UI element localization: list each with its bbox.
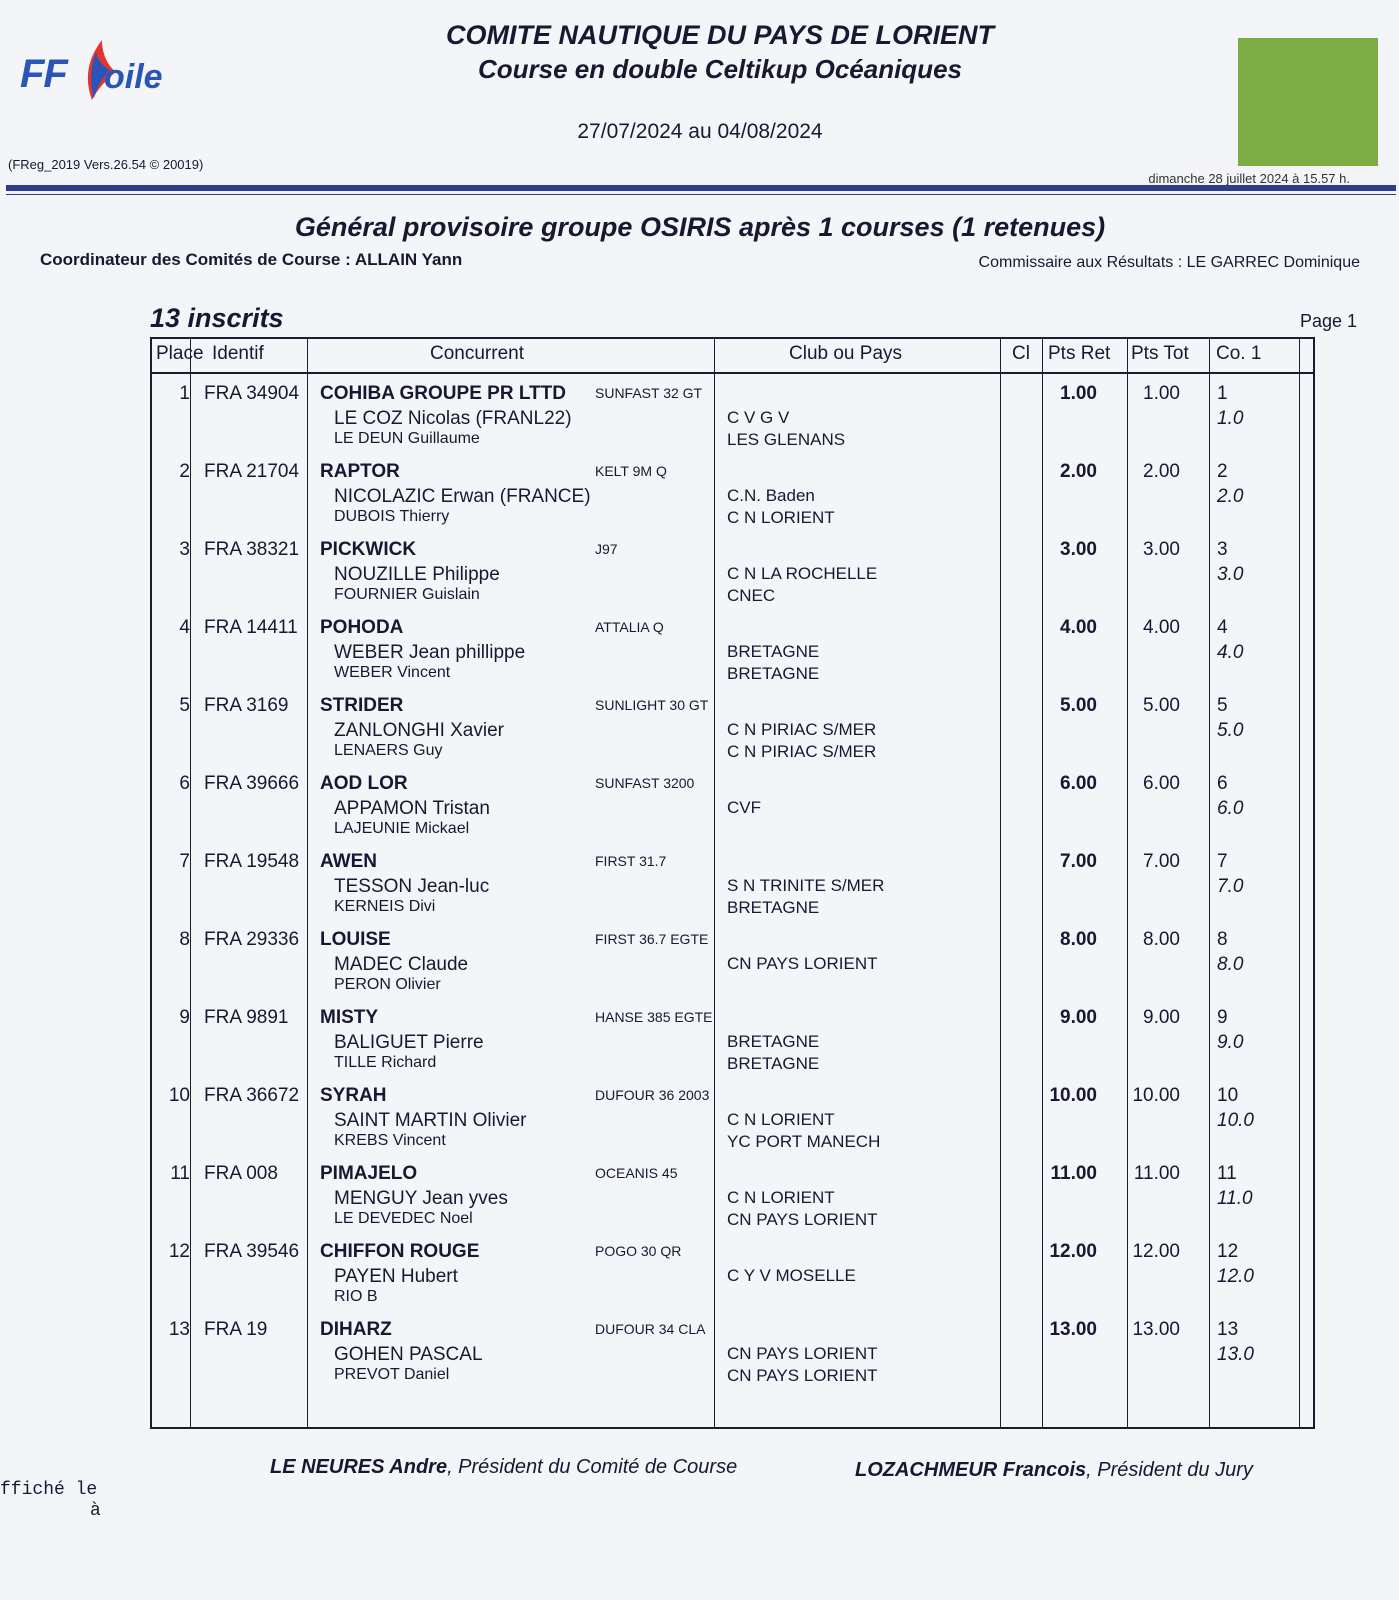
row-race1-rank: 6 [1217,773,1228,794]
row-club-skipper: CN PAYS LORIENT [727,1344,878,1363]
row-pts-tot: 3.00 [1143,539,1180,560]
row-sail-number: FRA 19 [204,1319,268,1340]
row-crew: RIO B [334,1288,378,1305]
row-race1-rank: 10 [1217,1085,1239,1106]
posted-at-label: à [90,1501,101,1521]
row-club-crew: BRETAGNE [727,898,820,917]
row-race1-rank: 1 [1217,383,1228,404]
row-pts-tot: 6.00 [1143,773,1180,794]
software-version: (FReg_2019 Vers.26.54 © 20019) [8,157,204,172]
table-row [152,1197,1317,1305]
row-boat-name: STRIDER [320,695,404,716]
race-committee-president-role: , Président du Comité de Course [447,1456,738,1478]
row-race1-rank: 11 [1217,1163,1237,1184]
row-skipper: SAINT MARTIN Olivier [334,1110,527,1131]
ffvoile-logo [20,38,190,108]
row-boat-model: SUNLIGHT 30 GT [595,697,709,713]
row-boat-model: HANSE 385 EGTE [595,1009,713,1025]
row-skipper: NICOLAZIC Erwan (FRANCE) [334,486,591,507]
row-race1-rank: 3 [1217,539,1228,560]
table-row [152,963,1317,1073]
row-place: 9 [179,1007,190,1028]
row-pts-ret: 1.00 [1060,383,1097,404]
jury-president [855,1459,1253,1482]
row-club-skipper: C Y V MOSELLE [727,1266,856,1285]
row-club-skipper: C N LA ROCHELLE [727,564,878,583]
row-pts-tot: 5.00 [1143,695,1180,716]
row-skipper: GOHEN PASCAL [334,1344,483,1365]
results-table [150,337,1315,1429]
row-race1-rank: 9 [1217,1007,1228,1028]
row-crew: KREBS Vincent [334,1132,446,1149]
row-boat-model: KELT 9M Q [595,463,667,479]
row-race1-score: 3.0 [1217,564,1244,585]
row-pts-ret: 13.00 [1049,1319,1097,1340]
row-sail-number: FRA 34904 [204,383,300,404]
row-pts-ret: 3.00 [1060,539,1097,560]
row-sail-number: FRA 19548 [204,851,300,872]
jury-president-role: , Président du Jury [1086,1459,1253,1481]
row-club-crew: CN PAYS LORIENT [727,1210,878,1229]
event-title: Course en double Celtikup Océaniques [478,54,962,84]
row-pts-ret: 4.00 [1060,617,1097,638]
row-crew: LAJEUNIE Mickael [334,820,470,837]
header-place: Place [156,343,204,364]
row-skipper: NOUZILLE Philippe [334,564,500,585]
jury-president-name: LOZACHMEUR Francois [855,1459,1087,1481]
race-committee-president-name: LE NEURES Andre [270,1456,448,1478]
logo-text-ff: FF [20,52,67,96]
row-sail-number: FRA 21704 [204,461,300,482]
row-club-crew: CN PAYS LORIENT [727,1366,878,1385]
header-pts-tot: Pts Tot [1131,343,1189,364]
table-row [152,1119,1317,1229]
row-boat-model: POGO 30 QR [595,1243,682,1259]
entries-count: 13 inscrits [150,303,284,333]
row-boat-model: DUFOUR 36 2003 [595,1087,710,1103]
header-club: Club ou Pays [789,343,903,364]
row-boat-name: LOUISE [320,929,391,950]
row-club-skipper: C V G V [727,408,790,427]
row-club-skipper: BRETAGNE [727,642,820,661]
row-place: 7 [179,851,190,872]
row-club-skipper: CVF [727,798,761,817]
row-club-crew: BRETAGNE [727,1054,820,1073]
row-race1-rank: 12 [1217,1241,1239,1262]
row-race1-rank: 4 [1217,617,1228,638]
row-crew: LE DEVEDEC Noel [334,1210,473,1227]
row-boat-name: SYRAH [320,1085,387,1106]
row-pts-ret: 10.00 [1049,1085,1097,1106]
row-place: 5 [179,695,190,716]
row-club-skipper: C N LORIENT [727,1110,835,1129]
row-club-skipper: CN PAYS LORIENT [727,954,878,973]
row-boat-model: DUFOUR 34 CLA [595,1321,706,1337]
row-pts-ret: 12.00 [1049,1241,1097,1262]
row-pts-tot: 10.00 [1132,1085,1180,1106]
row-club-crew: CNEC [727,586,776,605]
row-race1-score: 10.0 [1217,1110,1254,1131]
row-crew: LENAERS Guy [334,742,443,759]
table-row [152,1041,1317,1151]
row-crew: PERON Olivier [334,976,441,993]
row-skipper: MENGUY Jean yves [334,1188,508,1209]
row-crew: LE DEUN Guillaume [334,430,480,447]
row-skipper: WEBER Jean phillippe [334,642,526,663]
table-row [152,573,1317,683]
row-place: 8 [179,929,190,950]
row-pts-ret: 7.00 [1060,851,1097,872]
row-skipper: PAYEN Hubert [334,1266,458,1287]
row-race1-score: 4.0 [1217,642,1244,663]
row-race1-score: 11.0 [1217,1188,1253,1209]
row-club-crew: C N PIRIAC S/MER [727,742,877,761]
row-crew: WEBER Vincent [334,664,451,681]
table-row [152,807,1317,917]
row-race1-score: 9.0 [1217,1032,1244,1053]
row-sail-number: FRA 39666 [204,773,300,794]
row-race1-score: 8.0 [1217,954,1244,975]
row-skipper: ZANLONGHI Xavier [334,720,504,741]
row-sail-number: FRA 38321 [204,539,300,560]
row-pts-ret: 6.00 [1060,773,1097,794]
green-stamp-box [1238,38,1378,166]
row-boat-name: PIMAJELO [320,1163,418,1184]
row-crew: TILLE Richard [334,1054,437,1071]
row-pts-ret: 2.00 [1060,461,1097,482]
organization-title: COMITE NAUTIQUE DU PAYS DE LORIENT [445,20,994,50]
row-boat-model: ATTALIA Q [595,619,664,635]
printed-timestamp: dimanche 28 juillet 2024 à 15.57 h. [1148,171,1350,186]
row-pts-tot: 12.00 [1132,1241,1180,1262]
row-crew: KERNEIS Divi [334,898,436,915]
row-race1-score: 7.0 [1217,876,1244,897]
row-boat-name: PICKWICK [320,539,417,560]
header-divider-thin [6,194,1396,195]
row-pts-tot: 11.00 [1133,1163,1180,1184]
row-place: 3 [179,539,190,560]
table-row [152,651,1317,761]
row-crew: FOURNIER Guislain [334,586,480,603]
row-club-crew: C N LORIENT [727,508,835,527]
commissaire-line: Commissaire aux Résultats : LE GARREC Dominique [978,254,1360,271]
row-skipper: APPAMON Tristan [334,798,490,819]
race-committee-president [270,1456,737,1479]
row-boat-name: MISTY [320,1007,379,1028]
row-club-skipper: BRETAGNE [727,1032,820,1051]
row-sail-number: FRA 9891 [204,1007,289,1028]
logo-text-voile: oile [104,58,163,96]
row-sail-number: FRA 3169 [204,695,289,716]
row-pts-tot: 13.00 [1132,1319,1180,1340]
table-row [152,495,1317,605]
row-pts-tot: 7.00 [1143,851,1180,872]
row-place: 4 [179,617,190,638]
row-race1-score: 5.0 [1217,720,1244,741]
row-boat-model: OCEANIS 45 [595,1165,678,1181]
row-pts-tot: 4.00 [1143,617,1180,638]
row-place: 11 [170,1163,190,1184]
row-sail-number: FRA 39546 [204,1241,300,1262]
row-sail-number: FRA 008 [204,1163,278,1184]
row-sail-number: FRA 36672 [204,1085,300,1106]
row-pts-tot: 8.00 [1143,929,1180,950]
row-boat-name: POHODA [320,617,404,638]
row-boat-name: AWEN [320,851,377,872]
row-club-skipper: C N LORIENT [727,1188,835,1207]
header-co1: Co. 1 [1216,343,1262,364]
row-club-crew: LES GLENANS [727,430,846,449]
row-pts-tot: 1.00 [1143,383,1180,404]
row-skipper: BALIGUET Pierre [334,1032,484,1053]
row-club-skipper: S N TRINITE S/MER [727,876,885,895]
row-pts-ret: 9.00 [1060,1007,1097,1028]
coordinator-line: Coordinateur des Comités de Course : ALLAIN Yann [40,250,463,269]
standings-title: Général provisoire groupe OSIRIS après 1 courses (1 retenues) [294,212,1106,242]
table-row [152,729,1317,837]
row-race1-rank: 7 [1217,851,1228,872]
row-pts-tot: 9.00 [1143,1007,1180,1028]
row-race1-score: 13.0 [1217,1344,1254,1365]
row-race1-rank: 13 [1217,1319,1239,1340]
row-boat-name: DIHARZ [320,1319,392,1340]
row-sail-number: FRA 14411 [204,617,298,638]
row-skipper: TESSON Jean-luc [334,876,490,897]
page-number: Page 1 [1300,311,1358,331]
row-club-crew: YC PORT MANECH [727,1132,881,1151]
row-place: 10 [168,1085,190,1106]
row-pts-tot: 2.00 [1143,461,1180,482]
row-race1-score: 1.0 [1217,408,1244,429]
row-boat-model: SUNFAST 32 GT [595,385,703,401]
table-row [152,1275,1317,1385]
row-race1-rank: 5 [1217,695,1228,716]
row-boat-name: CHIFFON ROUGE [320,1241,480,1262]
row-club-skipper: C.N. Baden [727,486,815,505]
row-pts-ret: 5.00 [1060,695,1097,716]
table-row [152,339,1317,449]
header-pts-ret: Pts Ret [1048,343,1111,364]
row-place: 12 [168,1241,190,1262]
row-sail-number: FRA 29336 [204,929,300,950]
row-crew: DUBOIS Thierry [334,508,450,525]
row-boat-model: FIRST 31.7 [595,853,667,869]
row-place: 6 [179,773,190,794]
row-club-crew: BRETAGNE [727,664,820,683]
row-boat-name: RAPTOR [320,461,400,482]
row-place: 2 [179,461,190,482]
row-race1-score: 6.0 [1217,798,1244,819]
table-row [152,417,1317,527]
posted-on-label: ffiché le [0,1480,98,1500]
row-boat-model: J97 [595,541,618,557]
row-pts-ret: 8.00 [1060,929,1097,950]
row-skipper: MADEC Claude [334,954,469,975]
row-place: 1 [179,383,190,404]
row-boat-model: FIRST 36.7 EGTE [595,931,709,947]
row-boat-name: AOD LOR [320,773,408,794]
event-dates: 27/07/2024 au 04/08/2024 [577,120,823,143]
table-row [152,885,1317,993]
row-crew: PREVOT Daniel [334,1366,450,1383]
row-race1-rank: 8 [1217,929,1228,950]
row-boat-name: COHIBA GROUPE PR LTTD [320,383,566,404]
header-identif: Identif [212,343,264,364]
row-club-skipper: C N PIRIAC S/MER [727,720,877,739]
row-race1-score: 12.0 [1217,1266,1254,1287]
row-skipper: LE COZ Nicolas (FRANL22) [334,408,572,429]
row-race1-score: 2.0 [1217,486,1244,507]
row-pts-ret: 11.00 [1050,1163,1097,1184]
row-place: 13 [168,1319,190,1340]
row-race1-rank: 2 [1217,461,1228,482]
header-cl: Cl [1012,343,1030,364]
row-boat-model: SUNFAST 3200 [595,775,695,791]
header-concurrent: Concurrent [430,343,524,364]
header-divider [6,185,1396,191]
